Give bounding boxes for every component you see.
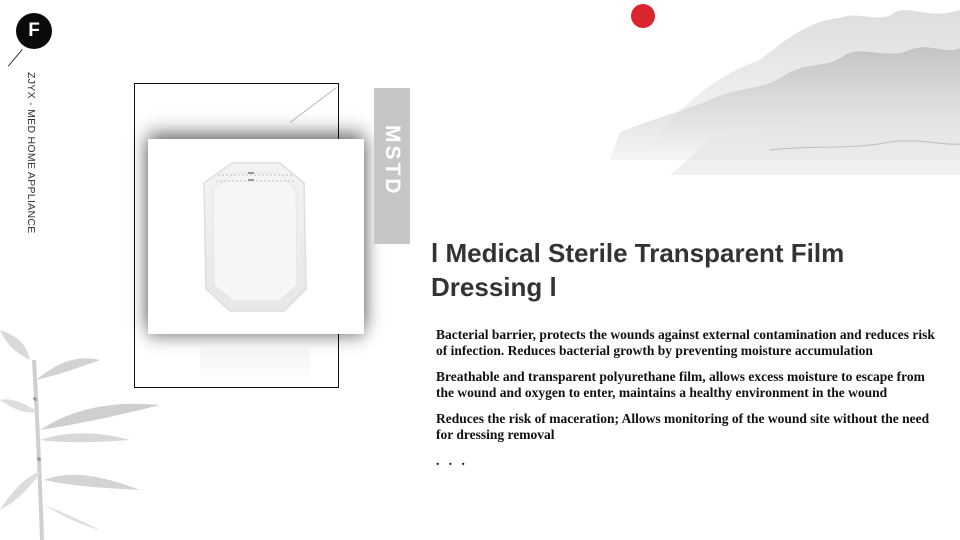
product-image: [148, 139, 364, 334]
feature-list: [436, 327, 946, 479]
feature-item: Reduces the risk of maceration; Allows monitoring of the wound site without the need for dressing removal: [436, 411, 930, 442]
brand-vertical-text: ZJYX - MED HOME APPLIANCE: [25, 72, 37, 234]
feature-item: Breathable and transparent polyurethane film, allows excess moisture to escape from the wound and oxygen to enter, maintains a healthy environment in the wound: [436, 369, 925, 400]
product-code: MSTD: [381, 125, 404, 197]
ellipsis: . . .: [436, 453, 468, 468]
feature-item: Bacterial barrier, protects the wounds against external contamination and reduces risk of infection. Reduces bacterial growth by preventing moisture accumulation: [436, 327, 935, 358]
film-dressing-illustration: [148, 139, 364, 334]
product-code-tag: [374, 88, 410, 244]
ink-mountains-decoration: [610, 0, 960, 180]
logo-letter: F: [28, 20, 40, 41]
brand-logo-icon: [16, 13, 52, 49]
logo-divider: [8, 49, 23, 66]
product-title: l Medical Sterile Transparent Film Dressing l: [431, 238, 845, 302]
product-reflection: [200, 348, 310, 384]
